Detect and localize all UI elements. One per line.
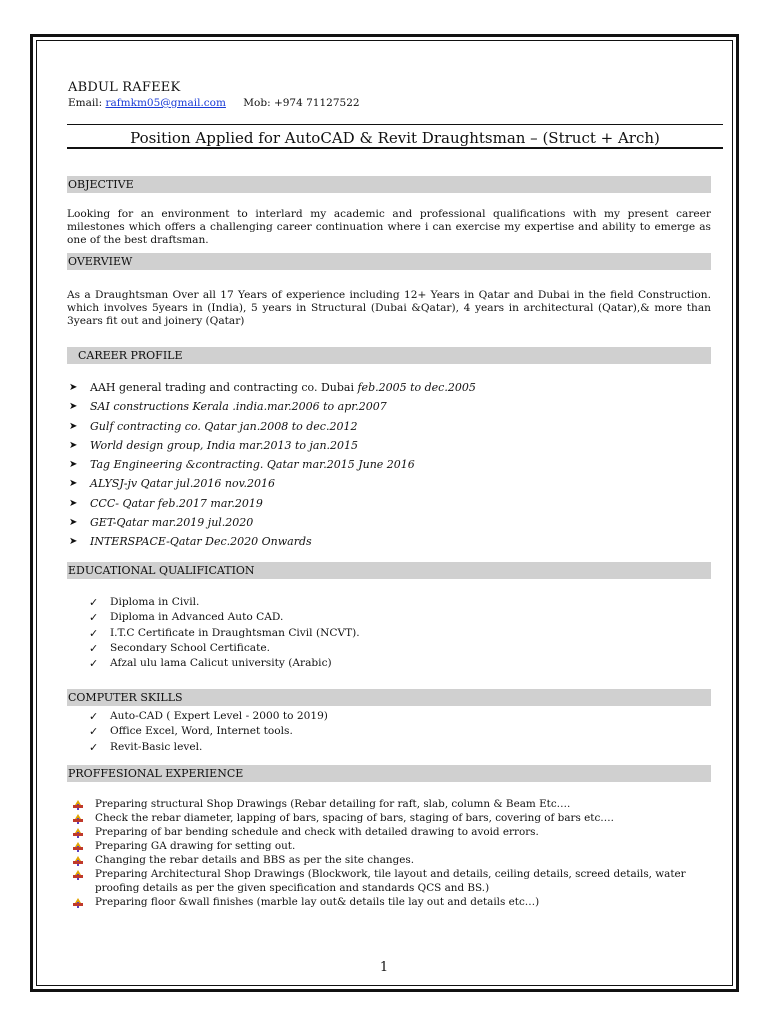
career-item: ➤ INTERSPACE-Qatar Dec.2020 Onwards bbox=[67, 532, 476, 551]
checkmark-icon: ✓ bbox=[89, 710, 99, 723]
checkmark-icon: ✓ bbox=[89, 611, 99, 625]
education-item: ✓ Diploma in Advanced Auto CAD. bbox=[89, 611, 284, 625]
computer-skills-heading: COMPUTER SKILLS bbox=[67, 689, 711, 706]
drill-down-bullet-icon bbox=[73, 856, 83, 866]
checkmark-icon: ✓ bbox=[89, 596, 99, 609]
education-list bbox=[89, 595, 360, 671]
education-heading: EDUCATIONAL QUALIFICATION bbox=[67, 562, 711, 579]
contact-line bbox=[68, 97, 360, 109]
experience-item: Preparing Architectural Shop Drawings (Blockwork, tile layout and details, ceiling details, screed details, water proofing details as per the given specification and standards QCS and BS.) bbox=[73, 868, 713, 895]
experience-item: Preparing of bar bending schedule and check with detailed drawing to avoid errors. bbox=[73, 826, 713, 840]
drill-down-bullet-icon bbox=[73, 898, 83, 908]
checkmark-icon: ✓ bbox=[89, 740, 99, 754]
position-applied-title: Position Applied for AutoCAD & Revit Draughtsman – (Struct + Arch) bbox=[130, 129, 660, 147]
arrow-bullet-icon: ➤ bbox=[69, 420, 78, 432]
skill-item: ✓ Revit-Basic level. bbox=[89, 740, 203, 754]
education-item: ✓ Diploma in Civil. bbox=[89, 596, 200, 609]
career-item: ➤ AAH general trading and contracting co. Dubai feb.2005 to dec.2005 bbox=[67, 378, 476, 397]
career-item: ➤ World design group, India mar.2013 to jan.2015 bbox=[67, 436, 476, 455]
drill-down-bullet-icon bbox=[73, 828, 83, 838]
experience-list bbox=[73, 798, 713, 909]
email-label: Email: bbox=[68, 97, 103, 109]
skill-item: ✓ Office Excel, Word, Internet tools. bbox=[89, 725, 293, 739]
checkmark-icon: ✓ bbox=[89, 626, 99, 640]
arrow-bullet-icon: ➤ bbox=[69, 497, 78, 509]
education-item: ✓ Secondary School Certificate. bbox=[89, 641, 270, 655]
mobile-number: Mob: +974 71127522 bbox=[243, 97, 360, 109]
education-item: ✓ Afzal ulu lama Calicut university (Arabic) bbox=[89, 657, 332, 671]
arrow-bullet-icon: ➤ bbox=[69, 536, 78, 548]
drill-down-bullet-icon bbox=[73, 814, 83, 824]
experience-item: Changing the rebar details and BBS as per the site changes. bbox=[73, 854, 713, 868]
experience-item: Preparing GA drawing for setting out. bbox=[73, 840, 713, 854]
objective-text: Looking for an environment to interlard my academic and professional qualifications with my present career milestones which offers a challenging career continuation where i can exercise my expertise and ability to emerge as one of the best draftsman. bbox=[67, 208, 711, 246]
drill-down-bullet-icon bbox=[73, 870, 83, 880]
experience-heading: PROFFESIONAL EXPERIENCE bbox=[67, 765, 711, 782]
arrow-bullet-icon: ➤ bbox=[69, 478, 78, 490]
header-rule-top bbox=[67, 124, 723, 125]
computer-skills-list bbox=[89, 709, 328, 755]
drill-down-bullet-icon bbox=[73, 842, 83, 852]
experience-item: Preparing floor &wall finishes (marble lay out& details tile lay out and details etc…) bbox=[73, 896, 713, 910]
checkmark-icon: ✓ bbox=[89, 641, 99, 655]
header-rule-bottom bbox=[67, 147, 723, 149]
email-link[interactable]: rafmkm05@gmail.com bbox=[105, 97, 226, 109]
experience-item: Preparing structural Shop Drawings (Rebar detailing for raft, slab, column & Beam Etc…. bbox=[73, 798, 713, 812]
arrow-bullet-icon: ➤ bbox=[69, 382, 78, 393]
career-item: ➤ CCC- Qatar feb.2017 mar.2019 bbox=[67, 494, 476, 513]
career-item: ➤ GET-Qatar mar.2019 jul.2020 bbox=[67, 513, 476, 532]
objective-heading: OBJECTIVE bbox=[67, 176, 711, 193]
career-item: ➤ ALYSJ-jv Qatar jul.2016 nov.2016 bbox=[67, 474, 476, 493]
page-number: 1 bbox=[379, 960, 389, 975]
applicant-name: ABDUL RAFEEK bbox=[68, 80, 181, 95]
career-item: ➤ Gulf contracting co. Qatar jan.2008 to dec.2012 bbox=[67, 417, 476, 436]
skill-item: ✓ Auto-CAD ( Expert Level - 2000 to 2019) bbox=[89, 710, 328, 723]
career-item: ➤ SAI constructions Kerala .india.mar.2006 to apr.2007 bbox=[67, 397, 476, 416]
career-profile-heading: CAREER PROFILE bbox=[67, 347, 711, 364]
experience-item: Check the rebar diameter, lapping of bars, spacing of bars, staging of bars, covering of bars etc…. bbox=[73, 812, 713, 826]
arrow-bullet-icon: ➤ bbox=[69, 517, 78, 529]
checkmark-icon: ✓ bbox=[89, 657, 99, 671]
drill-down-bullet-icon bbox=[73, 800, 83, 810]
arrow-bullet-icon: ➤ bbox=[69, 459, 78, 471]
arrow-bullet-icon: ➤ bbox=[69, 439, 78, 451]
career-item: ➤ Tag Engineering &contracting. Qatar mar.2015 June 2016 bbox=[67, 455, 476, 474]
career-list bbox=[67, 378, 476, 552]
checkmark-icon: ✓ bbox=[89, 725, 99, 739]
overview-text: As a Draughtsman Over all 17 Years of experience including 12+ Years in Qatar and Dubai in the field Construction. which involves 5years in (India), 5 years in Structural (Dubai &Qatar), 4 years in architectural (Qatar),& more than 3years fit out and joinery (Qatar) bbox=[67, 289, 711, 327]
arrow-bullet-icon: ➤ bbox=[69, 401, 78, 413]
education-item: ✓ I.T.C Certificate in Draughtsman Civil (NCVT). bbox=[89, 626, 360, 640]
overview-heading: OVERVIEW bbox=[67, 253, 711, 270]
